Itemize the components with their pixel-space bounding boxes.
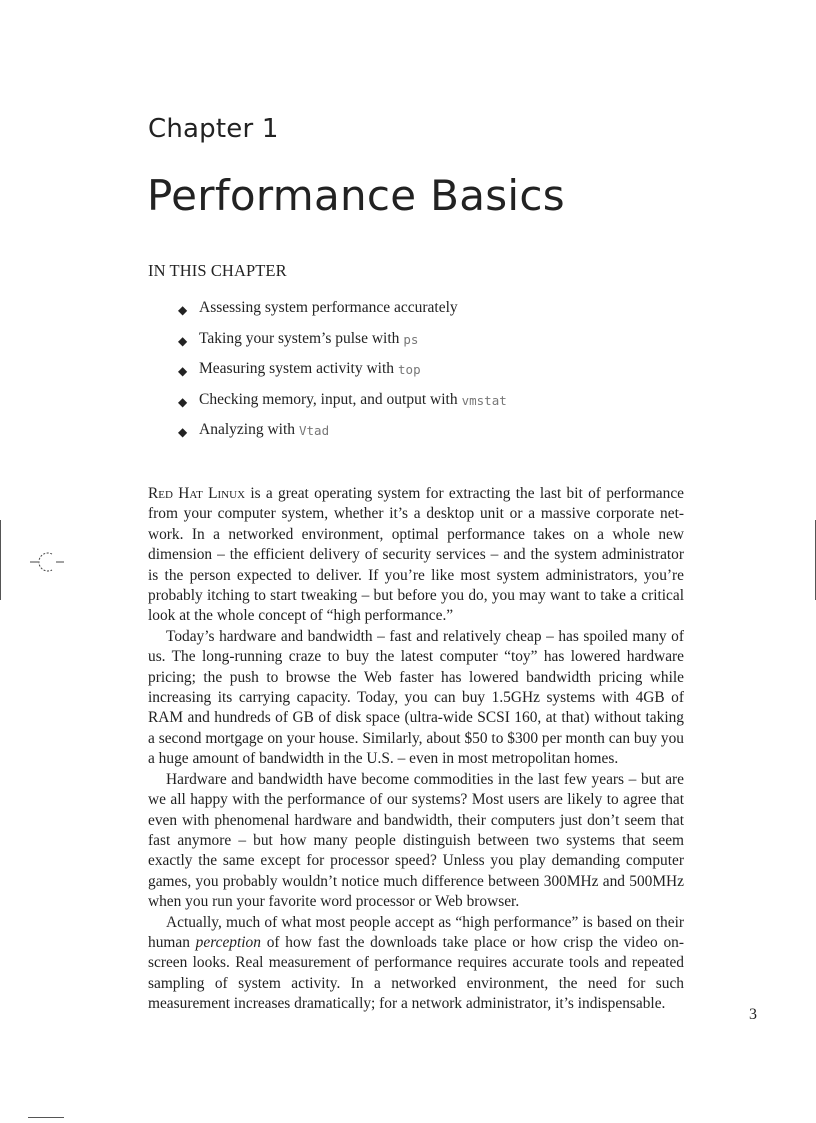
paragraph-text: Actually, much of what most people accept as “high performance” is based on their human: [148, 913, 684, 951]
topic-text: Checking memory, input, and output with: [199, 390, 458, 408]
crop-mark-left: [0, 520, 1, 600]
paragraph: Hardware and bandwidth have become commodities in the last few years – but are we all happy with the performance of our systems? Most users are likely to agree that even with phenomenal hardware and bandwidth, their computers just don’t seem that fast anymore – but how many people distinguish between two systems that seem exactly the same except for processor speed? Unless you play demanding computer games, you probably wouldn’t notice much difference between 300MHz and 500MHz when you run your favorite word processor or Web browser.: [148, 770, 684, 911]
topic-text: Taking your system’s pulse with: [199, 329, 400, 347]
lead-in-smallcaps: Red Hat Linux: [148, 485, 246, 502]
topic-command: Vtad: [299, 423, 330, 438]
topic-text: Measuring system activity with: [199, 360, 395, 377]
registration-mark-icon: [30, 548, 64, 576]
topic-item: [178, 330, 507, 361]
diamond-bullet-icon: ◆: [178, 303, 188, 317]
paragraph-text: is a great operating system for extracting the last bit of performance from your computer system, whether it’s a desktop unit or a massive corporate network. In a networked environment, optimal performance takes on a whole new dimension – the efficient delivery of security services – and the system administrator is the person expected to deliver. If you’re like most system administrators, you’re probably itching to start tweaking – but before you do, you may want to take a critical look at the whole concept of “high performance.”: [148, 485, 684, 625]
body-text: [148, 484, 684, 1015]
page-number: 3: [749, 1006, 757, 1023]
paragraph: [148, 913, 684, 1015]
topic-item: [178, 299, 507, 330]
section-header: IN THIS CHAPTER: [148, 261, 287, 280]
topic-item: [178, 421, 507, 452]
topic-text: Assessing system performance accurately: [199, 299, 458, 316]
diamond-bullet-icon: ◆: [178, 364, 188, 378]
chapter-topics-list: [178, 299, 507, 452]
topic-command: top: [398, 362, 421, 377]
diamond-bullet-icon: ◆: [178, 425, 188, 439]
emphasized-word: perception: [195, 933, 261, 951]
paragraph-text: of how fast the downloads take place or how crisp the video on-screen looks. Real measurement of performance requires accurate tools and repeated sampling of system activity. In a networked environment, the need for such measurement increases dramatically; for a network administrator, it’s indispensable.: [148, 933, 684, 1013]
paragraph-intro: [148, 484, 684, 627]
topic-item: [178, 391, 507, 422]
chapter-label: Chapter 1: [148, 114, 279, 144]
topic-item: [178, 360, 507, 391]
diamond-bullet-icon: ◆: [178, 394, 188, 409]
topic-command: vmstat: [461, 392, 507, 408]
topic-text: Analyzing with: [199, 421, 295, 438]
paragraph: Today’s hardware and bandwidth – fast and relatively cheap – has spoiled many of us. The long-running craze to buy the latest computer “toy” has lowered hardware pricing; the push to browse the Web faster has lowered bandwidth pricing while increasing its carrying capacity. Today, you can buy 1.5GHz systems with 4GB of RAM and hundreds of GB of disk space (ultra-wide SCSI 160, at that) without taking a second mortgage on your house. Similarly, about $50 to $300 per month can buy you a huge amount of bandwidth in the U.S. – even in most metropolitan homes.: [148, 627, 684, 768]
chapter-title: Performance Basics: [147, 171, 565, 220]
crop-mark-bottom: [28, 1117, 64, 1118]
topic-command: ps: [403, 331, 419, 347]
diamond-bullet-icon: ◆: [178, 333, 188, 348]
